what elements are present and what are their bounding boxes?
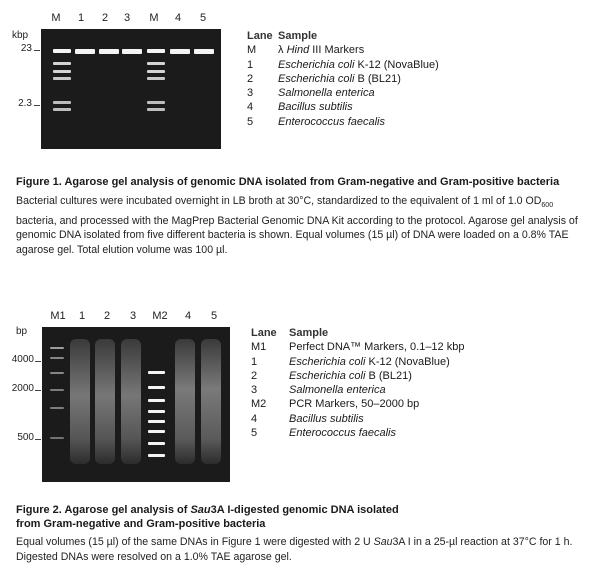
fig2-lane-label: M2 <box>152 310 168 322</box>
fig2-y-tick-label: 4000 <box>11 354 34 365</box>
fig1-marker-band <box>53 108 71 111</box>
table-header-row <box>247 29 587 43</box>
fig1-marker-band <box>147 49 165 53</box>
fig1-title: Figure 1. Agarose gel analysis of genomic DNA isolated from Gram-negative and Gram-positive bacteria <box>16 176 560 188</box>
fig1-marker-band <box>147 62 165 65</box>
fig1-y-tick-label: 2.3 <box>18 98 32 109</box>
lane-cell: 3 <box>251 384 258 397</box>
table-row <box>251 340 591 354</box>
lane-cell: 1 <box>247 58 254 71</box>
fig1-marker-band <box>53 62 71 65</box>
fig2-ladder-band <box>148 386 165 389</box>
fig2-digest-smear <box>95 339 115 464</box>
lane-cell: 2 <box>251 369 258 382</box>
table-row <box>251 369 591 383</box>
fig1-marker-band <box>147 77 165 80</box>
lane-cell: M <box>247 44 257 57</box>
lane-cell: 4 <box>247 101 254 114</box>
lane-cell: 3 <box>247 87 254 100</box>
fig1-sample-table <box>247 29 587 129</box>
fig2-ladder-band <box>50 437 64 439</box>
fig2-sample-table <box>251 326 591 440</box>
fig2-y-tick-mark <box>35 439 41 440</box>
sample-cell: Enterococcus faecalis <box>278 115 385 128</box>
fig1-genomic-band <box>122 49 142 54</box>
fig1-y-unit: kbp <box>12 30 29 41</box>
fig2-ladder-band <box>148 442 165 445</box>
table-row <box>247 115 587 129</box>
fig2-lane-label: 2 <box>103 310 111 322</box>
fig2-ladder-band <box>148 454 165 457</box>
sample-cell: Salmonella enterica <box>278 87 375 100</box>
fig2-y-tick-label: 2000 <box>11 383 34 394</box>
table-row <box>247 43 587 57</box>
fig2-ladder-band <box>50 347 64 349</box>
fig1-lane-label: 5 <box>199 12 207 24</box>
fig1-description: Bacterial cultures were incubated overnight in LB broth at 30°C, standardized to the equivalent of 1 ml of 1.0 $OD_{600}$ bacteria, and processed with the MagPrep Bacterial Genomic DNA Kit according to the protocol. Agarose gel analysis of genomic DNA isolated from five different bacteria is shown. Equal volumes (15 µl) of DNA were loaded on a 0.8% TAE agarose gel. Total elution volume was 100 µl. <box>16 195 578 256</box>
sample-cell: Enterococcus faecalis <box>289 427 396 440</box>
fig2-y-tick-mark <box>35 390 41 391</box>
table-row <box>247 86 587 100</box>
fig1-genomic-band <box>170 49 190 54</box>
sample-cell: Escherichia coli B (BL21) <box>278 72 401 85</box>
sample-cell: Escherichia coli K-12 (NovaBlue) <box>289 355 450 368</box>
fig1-gel-image <box>41 29 221 149</box>
lane-header: Lane <box>247 30 273 42</box>
fig2-title: Figure 2. Agarose gel analysis of Sau3A I-digested genomic DNA isolated from Gram-negative and Gram-positive bacteria <box>16 504 399 530</box>
fig2-ladder-band <box>50 389 64 391</box>
fig2-ladder-band <box>148 410 165 413</box>
sample-cell: PCR Markers, 50–2000 bp <box>289 398 420 411</box>
sample-cell: λ Hind III Markers <box>278 44 365 57</box>
fig2-digest-smear <box>121 339 141 464</box>
fig2-digest-smear <box>175 339 195 464</box>
table-row <box>251 426 591 440</box>
fig2-lane-label: 5 <box>210 310 218 322</box>
fig1-lane-label: 1 <box>77 12 85 24</box>
table-row <box>247 58 587 72</box>
lane-cell: 2 <box>247 72 254 85</box>
fig1-marker-band <box>147 70 165 73</box>
fig2-y-unit: bp <box>16 326 28 337</box>
table-header-row <box>251 326 591 340</box>
fig1-marker-band <box>53 101 71 104</box>
fig2-gel-image <box>42 327 230 482</box>
sample-cell: Salmonella enterica <box>289 384 386 397</box>
table-row <box>251 397 591 411</box>
fig2-y-tick-label: 500 <box>17 432 34 443</box>
sample-cell: Escherichia coli K-12 (NovaBlue) <box>278 58 439 71</box>
fig1-lane-label: 3 <box>123 12 131 24</box>
lane-cell: M1 <box>251 341 267 354</box>
fig2-lane-label: M1 <box>50 310 66 322</box>
sample-cell: Bacillus subtilis <box>289 412 364 425</box>
sample-header: Sample <box>278 30 318 42</box>
fig2-digest-smear <box>201 339 221 464</box>
fig2-digest-smear <box>70 339 90 464</box>
fig1-marker-band <box>53 49 71 53</box>
fig1-marker-band <box>147 101 165 104</box>
lane-cell: 1 <box>251 355 258 368</box>
fig2-y-tick-mark <box>35 361 41 362</box>
fig1-lane-label: 4 <box>174 12 182 24</box>
sample-cell: Escherichia coli B (BL21) <box>289 369 412 382</box>
fig1-marker-band <box>53 70 71 73</box>
sample-cell: Bacillus subtilis <box>278 101 353 114</box>
fig1-genomic-band <box>75 49 95 54</box>
lane-cell: 4 <box>251 412 258 425</box>
fig1-lane-label: 2 <box>101 12 109 24</box>
fig1-marker-band <box>53 77 71 80</box>
fig2-ladder-band <box>148 399 165 402</box>
fig2-ladder-band <box>148 420 165 423</box>
sample-header: Sample <box>289 327 329 339</box>
lane-cell: 5 <box>251 427 258 440</box>
lane-header: Lane <box>251 327 277 339</box>
fig2-lane-label: 1 <box>78 310 86 322</box>
fig1-lane-label: M <box>51 12 61 24</box>
fig1-marker-band <box>147 108 165 111</box>
fig2-ladder-band <box>50 357 64 359</box>
lane-cell: M2 <box>251 398 267 411</box>
table-row <box>247 72 587 86</box>
fig2-lane-label: 3 <box>129 310 137 322</box>
fig1-y-tick-mark <box>34 50 40 51</box>
fig2-description: Equal volumes (15 µl) of the same DNAs in Figure 1 were digested with 2 U Sau3A I in a 25-µl reaction at 37°C for 1 h. Digested DNAs were resolved on a 1.0% TAE agarose gel. <box>16 536 573 563</box>
sample-cell: Perfect DNA™ Markers, 0.1–12 kbp <box>289 341 465 354</box>
table-row <box>251 355 591 369</box>
fig1-genomic-band <box>99 49 119 54</box>
lane-cell: 5 <box>247 115 254 128</box>
fig2-ladder-band <box>50 372 64 374</box>
fig1-y-tick-mark <box>34 105 40 106</box>
fig1-genomic-band <box>194 49 214 54</box>
fig1-y-tick-label: 23 <box>20 43 32 54</box>
fig2-lane-label: 4 <box>184 310 192 322</box>
fig2-ladder-band <box>148 430 165 433</box>
fig2-ladder-band <box>148 371 165 374</box>
table-row <box>251 383 591 397</box>
table-row <box>247 100 587 114</box>
fig1-lane-label: M <box>149 12 159 24</box>
table-row <box>251 412 591 426</box>
fig2-ladder-band <box>50 407 64 409</box>
